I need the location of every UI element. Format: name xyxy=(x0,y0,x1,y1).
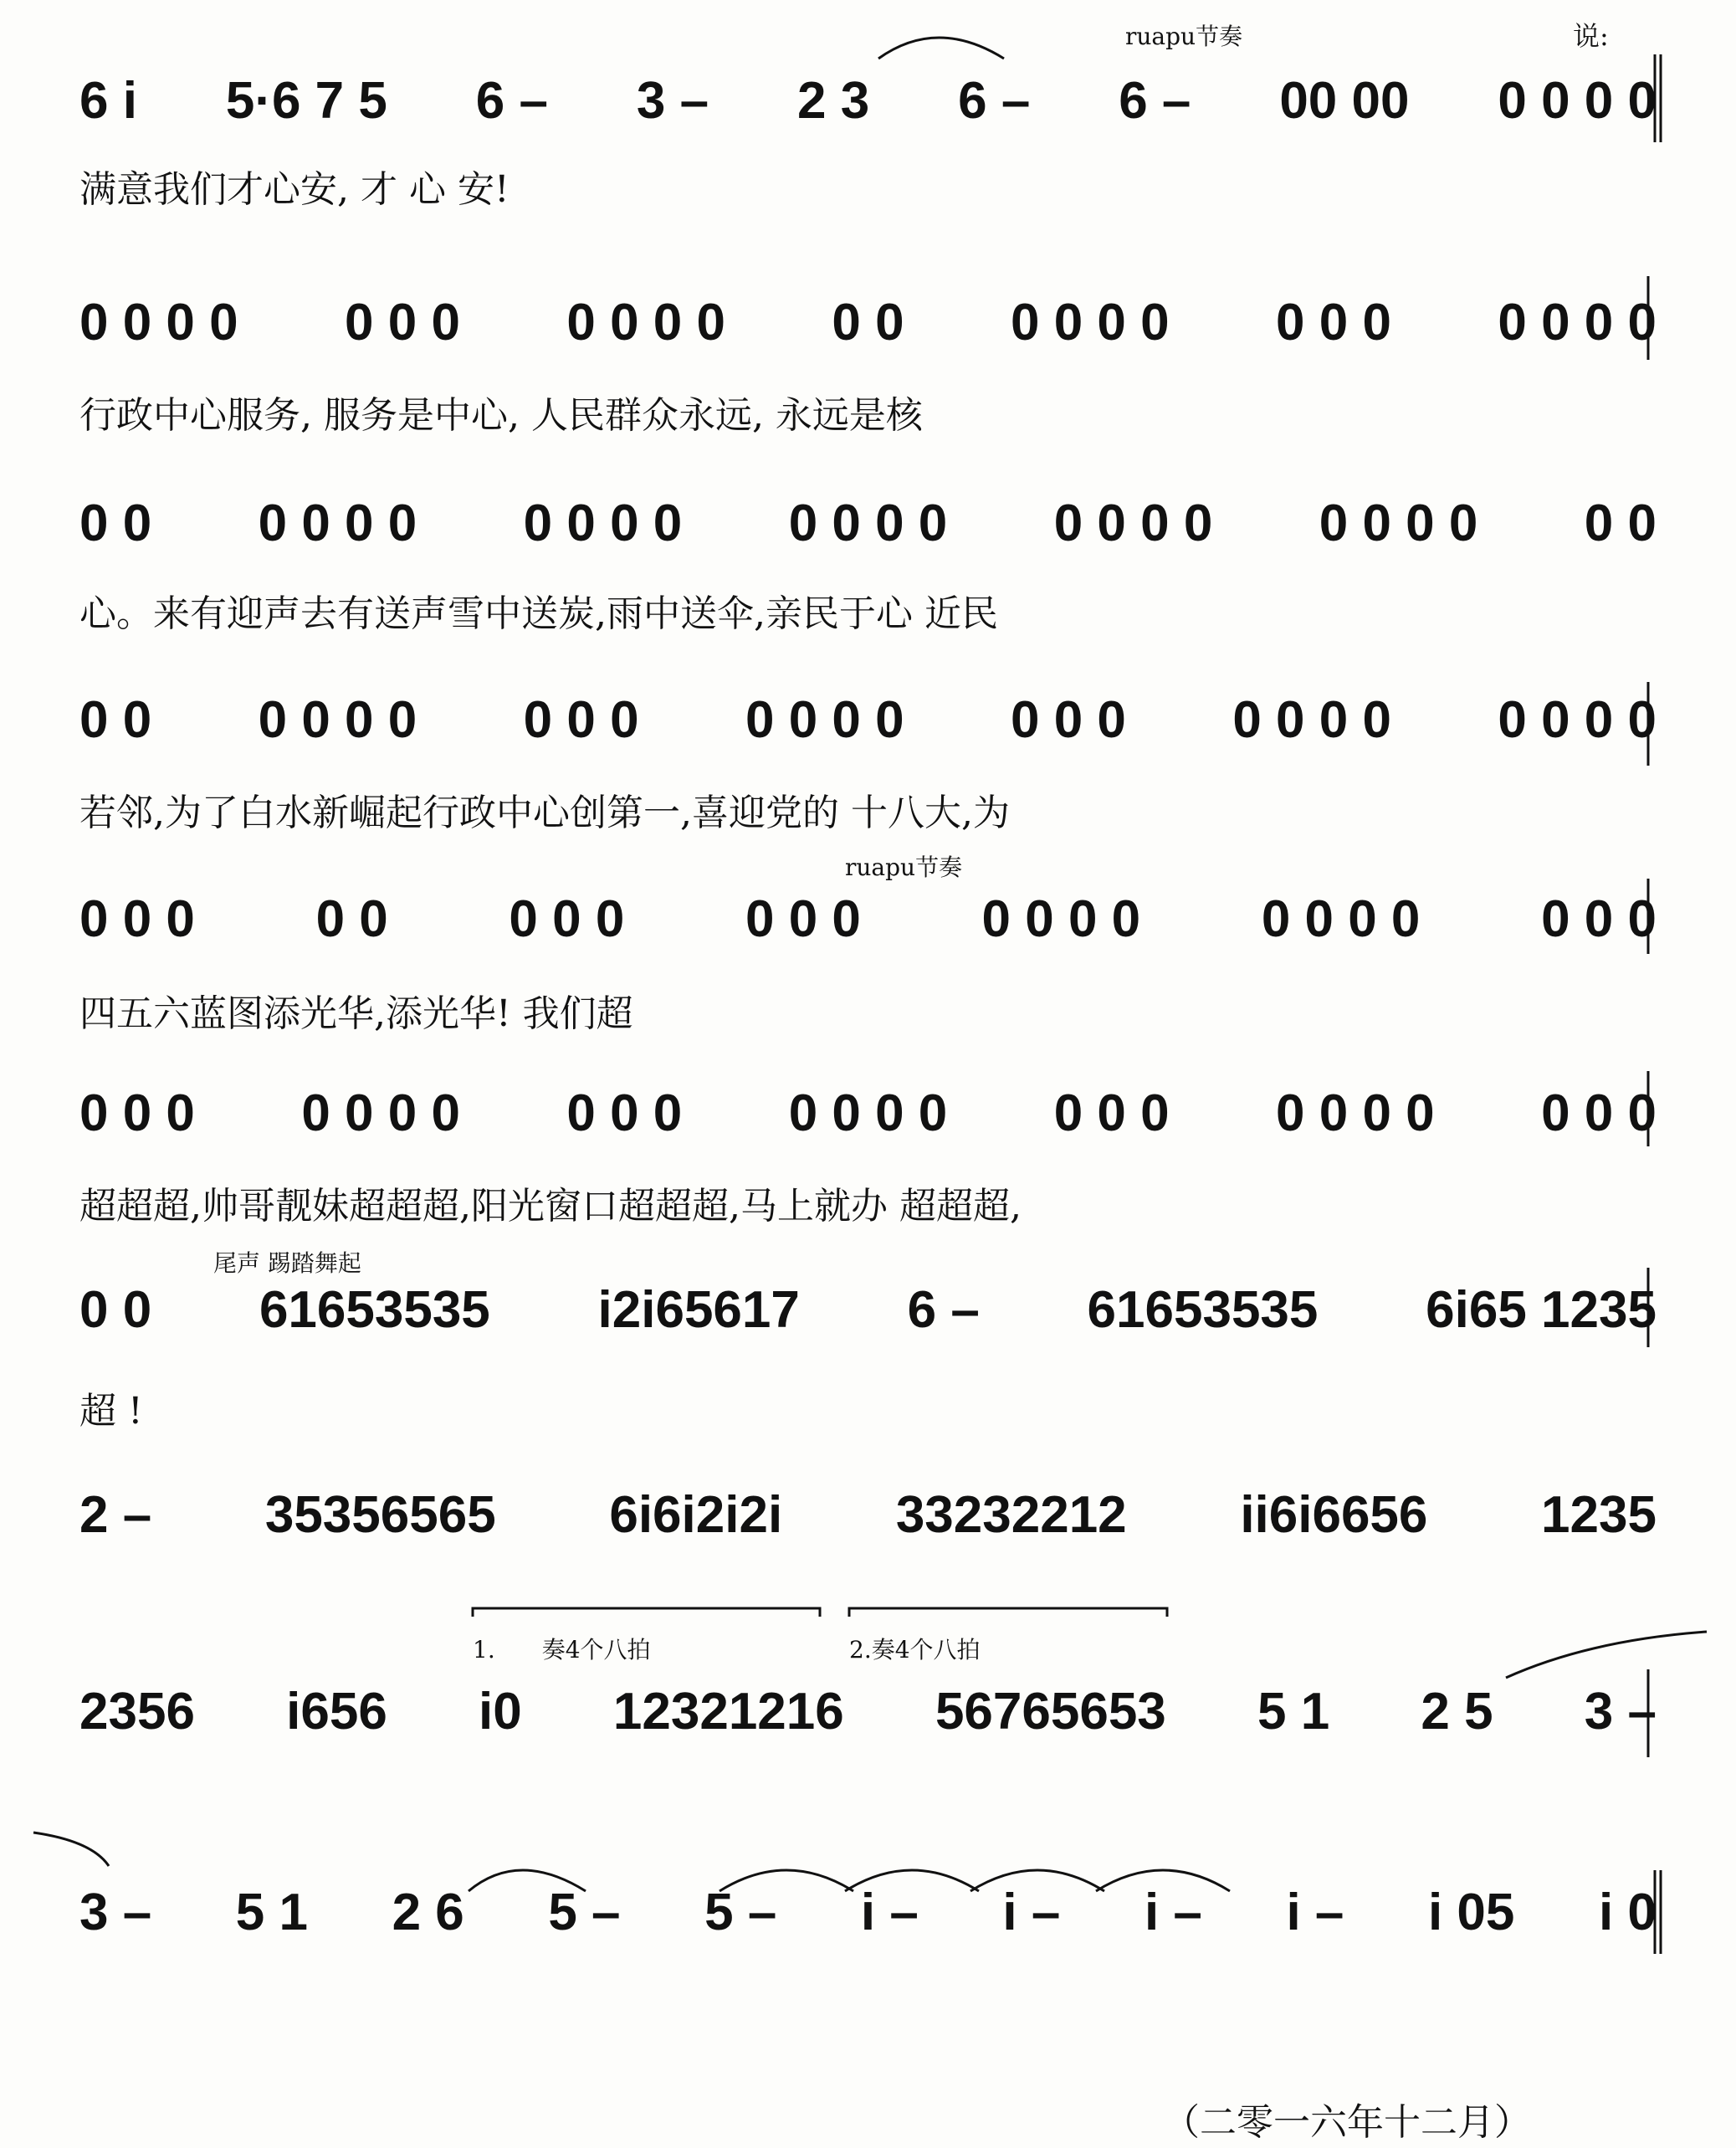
lyrics-line-4: 若邻,为了白水新崛起行政中心创第一,喜迎党的 十八大,为 xyxy=(79,792,1010,834)
measure: 0 0 0 0 xyxy=(523,495,683,552)
header-note: 说: xyxy=(1573,20,1609,52)
measure: 00 00 xyxy=(1279,72,1410,130)
measure: 6 – xyxy=(907,1281,980,1339)
staff-system-10 xyxy=(79,1884,1657,1941)
date-note: （二零一六年十二月） xyxy=(1163,2101,1531,2144)
measure: 0 0 0 0 xyxy=(1498,72,1657,130)
measure: 5 1 xyxy=(1257,1683,1330,1740)
measure: i0 xyxy=(478,1683,522,1740)
measure: 5 – xyxy=(548,1884,621,1941)
measure: 0 0 0 xyxy=(523,691,639,749)
measure: 0 0 0 0 xyxy=(1319,495,1478,552)
measure: 12321216 xyxy=(612,1683,844,1740)
measure: 5 – xyxy=(704,1884,777,1941)
staff-system-3 xyxy=(79,495,1657,552)
lyrics-line-1: 满意我们才心安, 才 心 安! xyxy=(79,168,510,211)
measure: 0 0 0 0 xyxy=(258,691,417,749)
measure: 0 0 0 0 xyxy=(788,495,948,552)
measure: 0 0 0 0 xyxy=(566,294,725,351)
ending-1-label: 1. 奏4个八拍 xyxy=(473,1636,651,1664)
measure: 0 0 0 xyxy=(1276,294,1391,351)
measure: ii6i6656 xyxy=(1240,1486,1428,1544)
measure: 0 0 0 0 xyxy=(1498,294,1657,351)
measure: 0 0 0 xyxy=(1541,1084,1657,1142)
measure: i – xyxy=(1002,1884,1061,1941)
measure: 0 0 0 0 xyxy=(1498,691,1657,749)
staff-system-6 xyxy=(79,1084,1657,1142)
staff-system-1 xyxy=(79,72,1657,130)
measure: i656 xyxy=(286,1683,387,1740)
coda-label: 尾声 踢踏舞起 xyxy=(213,1249,361,1277)
lyrics-line-2: 行政中心服务, 服务是中心, 人民群众永远, 永远是核 xyxy=(79,394,923,437)
measure: 0 0 0 0 xyxy=(1261,890,1421,948)
measure: 0 0 0 0 xyxy=(745,691,904,749)
staff-system-8 xyxy=(79,1486,1657,1544)
measure: 6 – xyxy=(475,72,548,130)
measure: 0 0 0 0 xyxy=(1053,495,1213,552)
staff-system-4 xyxy=(79,691,1657,749)
measure: 2356 xyxy=(79,1683,195,1740)
measure: 0 0 xyxy=(315,890,388,948)
measure: i – xyxy=(1144,1884,1202,1941)
measure: 0 0 0 xyxy=(1541,890,1657,948)
ending-2-label: 2.奏4个八拍 xyxy=(849,1636,981,1664)
measure: i2i65617 xyxy=(597,1281,800,1339)
measure: 0 0 0 xyxy=(1011,691,1126,749)
measure: 3 – xyxy=(636,72,709,130)
measure: 33232212 xyxy=(895,1486,1127,1544)
measure: 35356565 xyxy=(264,1486,496,1544)
measure: 0 0 xyxy=(79,691,152,749)
measure: 6 – xyxy=(958,72,1031,130)
measure: 2 – xyxy=(79,1486,152,1544)
measure: 0 0 0 0 xyxy=(79,294,238,351)
measure: 0 0 xyxy=(832,294,904,351)
measure: 0 0 0 xyxy=(1053,1084,1170,1142)
measure: 0 0 0 0 xyxy=(1011,294,1170,351)
measure: 3 – xyxy=(79,1884,152,1941)
measure: 61653535 xyxy=(1087,1281,1319,1339)
measure: 0 0 0 xyxy=(79,1084,195,1142)
measure: 0 0 0 xyxy=(745,890,861,948)
measure: 0 0 0 0 xyxy=(301,1084,460,1142)
measure: 5 1 xyxy=(235,1884,308,1941)
measure: i – xyxy=(1286,1884,1344,1941)
measure: 0 0 xyxy=(79,495,152,552)
measure: 0 0 0 xyxy=(566,1084,683,1142)
lyrics-line-5: 四五六蓝图添光华,添光华! 我们超 xyxy=(79,992,633,1035)
rhythm-label-1: ruapu节奏 xyxy=(1125,23,1243,50)
measure: 56765653 xyxy=(935,1683,1166,1740)
measure: 0 0 0 xyxy=(345,294,460,351)
measure: 2 5 xyxy=(1421,1683,1493,1740)
measure: 0 0 xyxy=(79,1281,152,1339)
measure: 0 0 0 0 xyxy=(788,1084,948,1142)
measure: 3 – xyxy=(1584,1683,1657,1740)
measure: 0 0 xyxy=(1584,495,1657,552)
measure: 5·6 7 5 xyxy=(225,72,387,130)
staff-system-2 xyxy=(79,294,1657,351)
measure: 0 0 0 0 xyxy=(258,495,417,552)
measure: i – xyxy=(860,1884,919,1941)
measure: i 05 xyxy=(1427,1884,1515,1941)
lyrics-line-7: 超 ! xyxy=(79,1390,143,1433)
measure: 0 0 0 0 xyxy=(1232,691,1391,749)
measure: 0 0 0 0 xyxy=(981,890,1141,948)
measure: 6i6i2i2i xyxy=(609,1486,783,1544)
lyrics-line-6: 超超超,帅哥靓妹超超超,阳光窗口超超超,马上就办 超超超, xyxy=(79,1185,1022,1228)
rhythm-label-2: ruapu节奏 xyxy=(845,854,963,881)
measure: 6i65 1235 xyxy=(1426,1281,1657,1339)
measure: 0 0 0 xyxy=(79,890,195,948)
measure: i 0 xyxy=(1598,1884,1657,1941)
measure: 2 3 xyxy=(797,72,870,130)
measure: 2 6 xyxy=(392,1884,464,1941)
staff-system-9 xyxy=(79,1683,1657,1740)
measure: 0 0 0 xyxy=(509,890,625,948)
measure: 1235 xyxy=(1541,1486,1657,1544)
measure: 0 0 0 0 xyxy=(1276,1084,1435,1142)
lyrics-line-3: 心。来有迎声去有送声雪中送炭,雨中送伞,亲民于心 近民 xyxy=(79,592,998,635)
measure: 6 – xyxy=(1119,72,1191,130)
staff-system-5 xyxy=(79,890,1657,948)
measure: 61653535 xyxy=(259,1281,490,1339)
staff-system-7 xyxy=(79,1281,1657,1339)
measure: 6 i xyxy=(79,72,137,130)
